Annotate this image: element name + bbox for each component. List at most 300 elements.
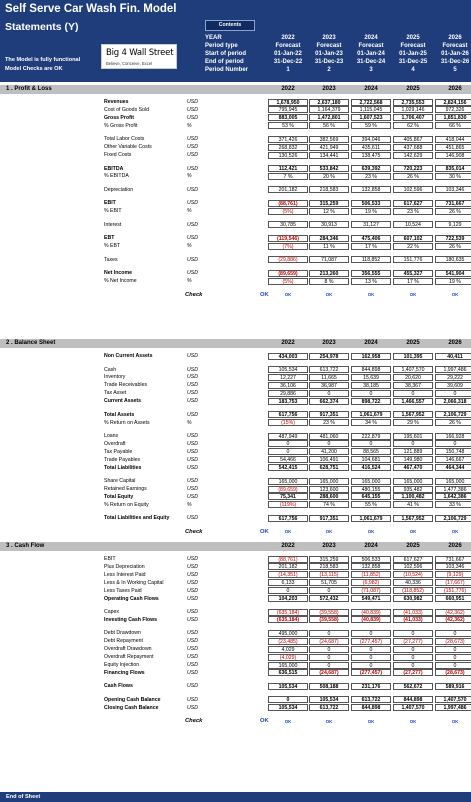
row-value: 0 xyxy=(351,646,391,653)
row-value: 165,000 xyxy=(309,478,349,485)
row-value: 0 xyxy=(393,390,433,397)
row-value: 222,879 xyxy=(351,433,391,440)
period-type: Forecast xyxy=(275,43,301,49)
row-unit: USD xyxy=(187,478,198,485)
row-label: Depreciation xyxy=(104,186,134,193)
section-year-2024: 2024 xyxy=(364,86,378,92)
table-row xyxy=(0,135,471,143)
row-label: Debt Repayment xyxy=(104,638,143,645)
row-value: 2,106,729 xyxy=(435,411,471,418)
row-label: Closing Cash Balance xyxy=(104,704,159,711)
label-period-number: Period Number xyxy=(205,67,249,73)
contents-button[interactable]: Contents xyxy=(205,20,255,31)
logo-tagline: Believe, Conceive, Excel xyxy=(106,61,153,66)
row-value: 62 % xyxy=(393,122,433,129)
row-value: (13,115) xyxy=(309,571,349,578)
row-value: 2,735,553 xyxy=(393,99,433,106)
table-row xyxy=(0,579,471,587)
row-value: 36,987 xyxy=(309,382,349,389)
row-label: EBIT xyxy=(104,200,116,207)
row-value: 883,005 xyxy=(268,114,308,121)
row-value: 421,949 xyxy=(309,144,349,151)
row-value: 481,060 xyxy=(309,433,349,440)
row-value: (119%) xyxy=(268,501,308,508)
row-value: 103,346 xyxy=(435,186,471,193)
row-label: Capex xyxy=(104,609,119,615)
row-value: 53 % xyxy=(268,122,308,129)
row-value: 26 % xyxy=(435,243,471,250)
row-value: 29,886 xyxy=(268,390,308,397)
table-row xyxy=(0,555,471,563)
row-unit: USD xyxy=(187,433,198,439)
table-row xyxy=(0,269,471,277)
row-value: 151,776 xyxy=(393,256,433,263)
row-value: 0 xyxy=(393,662,433,669)
row-value: 0 xyxy=(393,440,433,447)
row-value: 8 % xyxy=(309,278,349,285)
row-value: 506,533 xyxy=(351,556,391,563)
row-unit: USD xyxy=(187,411,198,418)
row-unit: USD xyxy=(187,556,198,562)
check-label: Check xyxy=(185,291,203,298)
row-value: 607,102 xyxy=(393,235,433,242)
row-unit: USD xyxy=(187,638,198,645)
row-unit: USD xyxy=(187,200,198,207)
row-value: 0 xyxy=(435,390,471,397)
row-value: 972,326 xyxy=(435,106,471,113)
table-row xyxy=(0,106,471,114)
table-row xyxy=(0,661,471,669)
row-value: 2,106,729 xyxy=(435,515,471,522)
label-start-of-period: Start of period xyxy=(205,51,247,57)
check-value: OK xyxy=(409,529,417,535)
check-value: OK xyxy=(409,292,417,298)
row-value: 165,000 xyxy=(268,478,308,485)
row-value: 0 xyxy=(268,696,308,703)
row-value: 23 % xyxy=(351,173,391,180)
row-value: 40,411 xyxy=(435,353,471,360)
row-unit: USD xyxy=(187,456,198,463)
table-row xyxy=(0,456,471,464)
row-unit: USD xyxy=(187,366,198,373)
row-value: (39,558) xyxy=(309,609,349,616)
row-label: Total Liabilities and Equity xyxy=(104,515,170,522)
row-value: 0 xyxy=(393,654,433,661)
row-value: 51,705 xyxy=(309,579,349,586)
row-value: 1,061,679 xyxy=(351,411,391,418)
row-unit: USD xyxy=(187,144,198,151)
table-row xyxy=(0,514,471,522)
row-value: (119,546) xyxy=(268,235,308,242)
row-value: 917,351 xyxy=(309,411,349,418)
row-value: 254,978 xyxy=(309,353,349,360)
row-value: 394,046 xyxy=(351,136,391,143)
period-num: 2 xyxy=(327,67,331,73)
row-value: 475,406 xyxy=(351,235,391,242)
row-value: 844,898 xyxy=(393,696,433,703)
row-value: 9,129 xyxy=(435,221,471,228)
section-title: 3 . Cash Flow xyxy=(6,543,45,549)
row-value: (9,129) xyxy=(435,571,471,578)
model-status-note xyxy=(5,56,80,73)
check-value: OK xyxy=(451,529,459,535)
row-value: 56 % xyxy=(309,122,349,129)
row-value: (28,673) xyxy=(435,669,471,676)
period-end: 31-Dec-24 xyxy=(356,59,386,65)
row-label: % Net Income xyxy=(104,278,137,285)
row-unit: USD xyxy=(187,579,198,586)
check-label: Check xyxy=(185,718,203,725)
row-value: 1,466,557 xyxy=(393,398,433,405)
row-value: 731,667 xyxy=(435,556,471,563)
period-type: Forecast xyxy=(442,43,468,49)
row-value: (89,659) xyxy=(268,270,308,277)
row-value: (27,277) xyxy=(393,638,433,645)
row-label: Operating Cash Flows xyxy=(104,595,159,602)
section-year-2025: 2025 xyxy=(406,543,420,549)
row-value: 231,176 xyxy=(351,683,391,690)
row-value: 102,596 xyxy=(393,563,433,570)
section-title: 2 . Balance Sheet xyxy=(6,340,56,346)
row-unit: USD xyxy=(187,696,198,703)
model-checks-note: Model Checks are OK xyxy=(5,65,63,72)
end-of-sheet: End of Sheet xyxy=(0,792,471,802)
row-value: 542,415 xyxy=(268,464,308,471)
section-year-2023: 2023 xyxy=(322,340,336,346)
row-value: 40,336 xyxy=(393,579,433,586)
row-value: 795,945 xyxy=(268,106,308,113)
table-row xyxy=(0,199,471,207)
period-type: Forecast xyxy=(316,43,342,49)
row-label: % Return on Equity xyxy=(104,501,149,508)
row-value: 613,722 xyxy=(351,696,391,703)
section-year-2022: 2022 xyxy=(281,543,295,549)
check-status: OK xyxy=(260,528,269,535)
row-label: Debt Drawdown xyxy=(104,630,141,637)
row-value: 722,539 xyxy=(435,235,471,242)
row-value: 589,916 xyxy=(435,683,471,690)
row-value: 20 % xyxy=(309,173,349,180)
table-row xyxy=(0,493,471,501)
row-value: 101,395 xyxy=(393,353,433,360)
table-row xyxy=(0,397,471,405)
row-value: 617,627 xyxy=(393,200,433,207)
period-year: 2022 xyxy=(281,35,295,41)
period-year: 2024 xyxy=(364,35,378,41)
row-value: 451,865 xyxy=(435,144,471,151)
row-value: 19 % xyxy=(435,278,471,285)
row-value: 66 % xyxy=(435,122,471,129)
check-row xyxy=(0,717,471,725)
check-value: OK xyxy=(451,718,459,724)
table-row xyxy=(0,114,471,122)
row-label: Non Current Assets xyxy=(104,353,153,359)
row-label: Financing Flows xyxy=(104,669,145,676)
row-label: Tax Payable xyxy=(104,448,133,455)
row-value: 13 % xyxy=(351,278,391,285)
row-value: 106,491 xyxy=(309,456,349,463)
row-value: 1,678,950 xyxy=(268,99,308,106)
row-value: 105,534 xyxy=(309,696,349,703)
row-unit: USD xyxy=(187,646,198,653)
period-num: 4 xyxy=(411,67,415,73)
table-row xyxy=(0,595,471,603)
row-value: 30,785 xyxy=(268,221,308,228)
period-start: 01-Jan-25 xyxy=(399,51,427,57)
row-unit: USD xyxy=(187,493,198,500)
row-value: (11,852) xyxy=(351,571,391,578)
row-value: 1,997,486 xyxy=(435,704,471,711)
row-unit: USD xyxy=(187,563,198,570)
check-value: OK xyxy=(451,292,459,298)
row-value: 218,583 xyxy=(309,186,349,193)
table-row xyxy=(0,704,471,712)
row-value: 645,155 xyxy=(351,493,391,500)
row-unit: USD xyxy=(187,152,198,158)
row-value: 26 % xyxy=(435,208,471,215)
row-value: 180,635 xyxy=(435,256,471,263)
row-label: Overdraft xyxy=(104,440,126,447)
row-unit: USD xyxy=(187,587,198,594)
row-value: 105,534 xyxy=(268,366,308,373)
row-value: 201,182 xyxy=(268,563,308,570)
section-year-2024: 2024 xyxy=(364,543,378,549)
model-functional-note: The Model is fully functional xyxy=(5,57,81,63)
row-value: 165,000 xyxy=(268,662,308,669)
section-header-2 xyxy=(0,339,471,348)
row-label: Tax Asset xyxy=(104,390,127,397)
row-unit: USD xyxy=(187,136,198,143)
row-value: 0 xyxy=(309,646,349,653)
row-value: 39,609 xyxy=(435,382,471,389)
table-row xyxy=(0,143,471,151)
row-value: (277,457) xyxy=(351,669,391,676)
row-value: 38,185 xyxy=(351,382,391,389)
row-value: 435,611 xyxy=(351,144,391,151)
row-value: 88,565 xyxy=(351,448,391,455)
table-row xyxy=(0,608,471,616)
row-label: Fixed Costs xyxy=(104,152,132,158)
section-year-2023: 2023 xyxy=(322,86,336,92)
big4-logo xyxy=(101,44,177,69)
row-unit: % xyxy=(187,419,192,426)
row-value: 138,475 xyxy=(351,152,391,159)
period-end: 31-Dec-25 xyxy=(398,59,428,65)
section-year-2026: 2026 xyxy=(448,86,462,92)
period-start: 01-Jan-23 xyxy=(315,51,343,57)
row-value: 731,667 xyxy=(435,200,471,207)
period-column-2022 xyxy=(268,34,308,74)
check-value: OK xyxy=(284,718,292,724)
table-row xyxy=(0,653,471,661)
row-label: EBIT xyxy=(104,556,116,562)
row-value: 132,858 xyxy=(351,186,391,193)
table-row xyxy=(0,419,471,427)
row-value: (5%) xyxy=(268,208,308,215)
row-value: 150,748 xyxy=(435,448,471,455)
row-value: (88,761) xyxy=(268,200,308,207)
sheet-title: Statements (Y) xyxy=(5,21,79,33)
row-value: 22 % xyxy=(393,243,433,250)
row-value: 19 % xyxy=(351,208,391,215)
row-unit: USD xyxy=(187,256,198,263)
row-unit: USD xyxy=(187,186,198,193)
row-value: 0 xyxy=(309,662,349,669)
row-value: 506,533 xyxy=(351,200,391,207)
section-year-2024: 2024 xyxy=(364,340,378,346)
row-value: 20,620 xyxy=(393,374,433,381)
row-value: 0 xyxy=(268,448,308,455)
row-value: 2,722,568 xyxy=(351,99,391,106)
row-label: Total Equity xyxy=(104,493,134,500)
row-label: Opening Cash Balance xyxy=(104,696,161,703)
row-value: 104,681 xyxy=(351,456,391,463)
row-label: Cash Flows xyxy=(104,683,133,690)
row-value: 2,637,180 xyxy=(309,99,349,106)
table-row xyxy=(0,122,471,130)
check-value: OK xyxy=(325,292,333,298)
row-label: Less Interest Paid xyxy=(104,571,146,578)
row-value: 1,567,952 xyxy=(393,411,433,418)
table-row xyxy=(0,477,471,485)
row-value: (10,524) xyxy=(393,571,433,578)
row-value: 166,928 xyxy=(435,433,471,440)
row-value: 898,722 xyxy=(351,398,391,405)
period-year: 2026 xyxy=(448,35,462,41)
row-value: 917,351 xyxy=(309,515,349,522)
row-value: 146,908 xyxy=(435,152,471,159)
row-value: 1,706,407 xyxy=(393,114,433,121)
table-row xyxy=(0,563,471,571)
check-row xyxy=(0,528,471,536)
section-title: 1 . Profit & Loss xyxy=(6,86,52,92)
row-value: 617,756 xyxy=(268,411,308,418)
row-unit: USD xyxy=(187,464,198,471)
row-value: 613,722 xyxy=(309,366,349,373)
row-value: 15,639 xyxy=(351,374,391,381)
row-value: 284,346 xyxy=(309,235,349,242)
row-value: 33 % xyxy=(435,501,471,508)
row-value: (88,761) xyxy=(268,556,308,563)
row-value: 549,471 xyxy=(351,595,391,602)
table-row xyxy=(0,165,471,173)
row-value: 34 % xyxy=(351,419,391,426)
logo-text: Big 4 Wall Street xyxy=(106,48,174,58)
row-label: Loans xyxy=(104,433,119,439)
section-year-2023: 2023 xyxy=(322,543,336,549)
row-value: 183,753 xyxy=(268,398,308,405)
row-label: % Gross Profit xyxy=(104,122,138,129)
row-value: 418,044 xyxy=(435,136,471,143)
section-year-2026: 2026 xyxy=(448,340,462,346)
section-year-2026: 2026 xyxy=(448,543,462,549)
row-value: 1,115,045 xyxy=(351,106,391,113)
row-label: Interest xyxy=(104,221,122,228)
row-value: (40,839) xyxy=(351,609,391,616)
table-row xyxy=(0,234,471,242)
row-unit: USD xyxy=(187,382,198,389)
check-label: Check xyxy=(185,528,203,535)
row-value: 0 xyxy=(435,630,471,637)
row-value: (17,667) xyxy=(435,579,471,586)
row-label: Plus Depreciation xyxy=(104,563,145,570)
row-value: 660,951 xyxy=(435,595,471,602)
row-value: (28,673) xyxy=(435,638,471,645)
row-value: 23 % xyxy=(309,419,349,426)
row-value: 720,223 xyxy=(393,165,433,172)
row-value: (635,184) xyxy=(268,616,308,623)
table-row xyxy=(0,186,471,194)
row-value: 165,000 xyxy=(435,478,471,485)
check-value: OK xyxy=(367,718,375,724)
table-row xyxy=(0,669,471,677)
row-value: 105,534 xyxy=(268,704,308,711)
row-value: (39,558) xyxy=(309,616,349,623)
row-value: 1,407,570 xyxy=(435,696,471,703)
period-num: 3 xyxy=(369,67,373,73)
row-value: 1,642,386 xyxy=(435,493,471,500)
row-label: Total Labor Costs xyxy=(104,136,145,143)
row-label: % Return on Assets xyxy=(104,419,150,426)
row-value: 142,629 xyxy=(393,152,433,159)
table-row xyxy=(0,432,471,440)
row-value: (40,839) xyxy=(351,616,391,623)
row-value: (29,886) xyxy=(268,256,308,263)
row-value: (89,659) xyxy=(268,486,308,493)
row-value: 213,260 xyxy=(309,270,349,277)
table-row xyxy=(0,587,471,595)
row-unit: USD xyxy=(187,654,198,661)
row-unit: USD xyxy=(187,609,198,615)
row-value: 844,898 xyxy=(351,366,391,373)
row-value: 1,477,386 xyxy=(435,486,471,493)
table-row xyxy=(0,696,471,704)
table-row xyxy=(0,389,471,397)
period-start: 01-Jan-22 xyxy=(274,51,302,57)
row-value: 382,569 xyxy=(309,136,349,143)
row-value: 455,327 xyxy=(393,270,433,277)
row-value: 55 % xyxy=(351,501,391,508)
row-value: 146,667 xyxy=(435,456,471,463)
row-value: (27,277) xyxy=(393,669,433,676)
period-year: 2023 xyxy=(322,35,336,41)
row-unit: % xyxy=(187,173,192,180)
row-value: 103,346 xyxy=(435,563,471,570)
row-value: 371,426 xyxy=(268,136,308,143)
row-value: 123,600 xyxy=(309,486,349,493)
row-value: (42,362) xyxy=(435,609,471,616)
section-year-2022: 2022 xyxy=(281,340,295,346)
row-value: 1,029,146 xyxy=(393,106,433,113)
row-value: 17 % xyxy=(351,243,391,250)
table-row xyxy=(0,616,471,624)
row-value: 628,751 xyxy=(309,464,349,471)
row-value: 288,600 xyxy=(309,493,349,500)
row-value: 562,672 xyxy=(393,683,433,690)
row-unit: % xyxy=(187,501,192,508)
row-unit: USD xyxy=(187,353,198,359)
row-value: 495,000 xyxy=(268,630,308,637)
row-value: 134,441 xyxy=(309,152,349,159)
table-row xyxy=(0,98,471,106)
period-column-2026 xyxy=(435,34,471,74)
row-unit: USD xyxy=(187,106,198,113)
row-value: (151,776) xyxy=(435,587,471,594)
row-value: 533,842 xyxy=(309,165,349,172)
row-value: 0 xyxy=(309,630,349,637)
row-label: Retained Earnings xyxy=(104,486,147,492)
row-value: 26 % xyxy=(435,419,471,426)
